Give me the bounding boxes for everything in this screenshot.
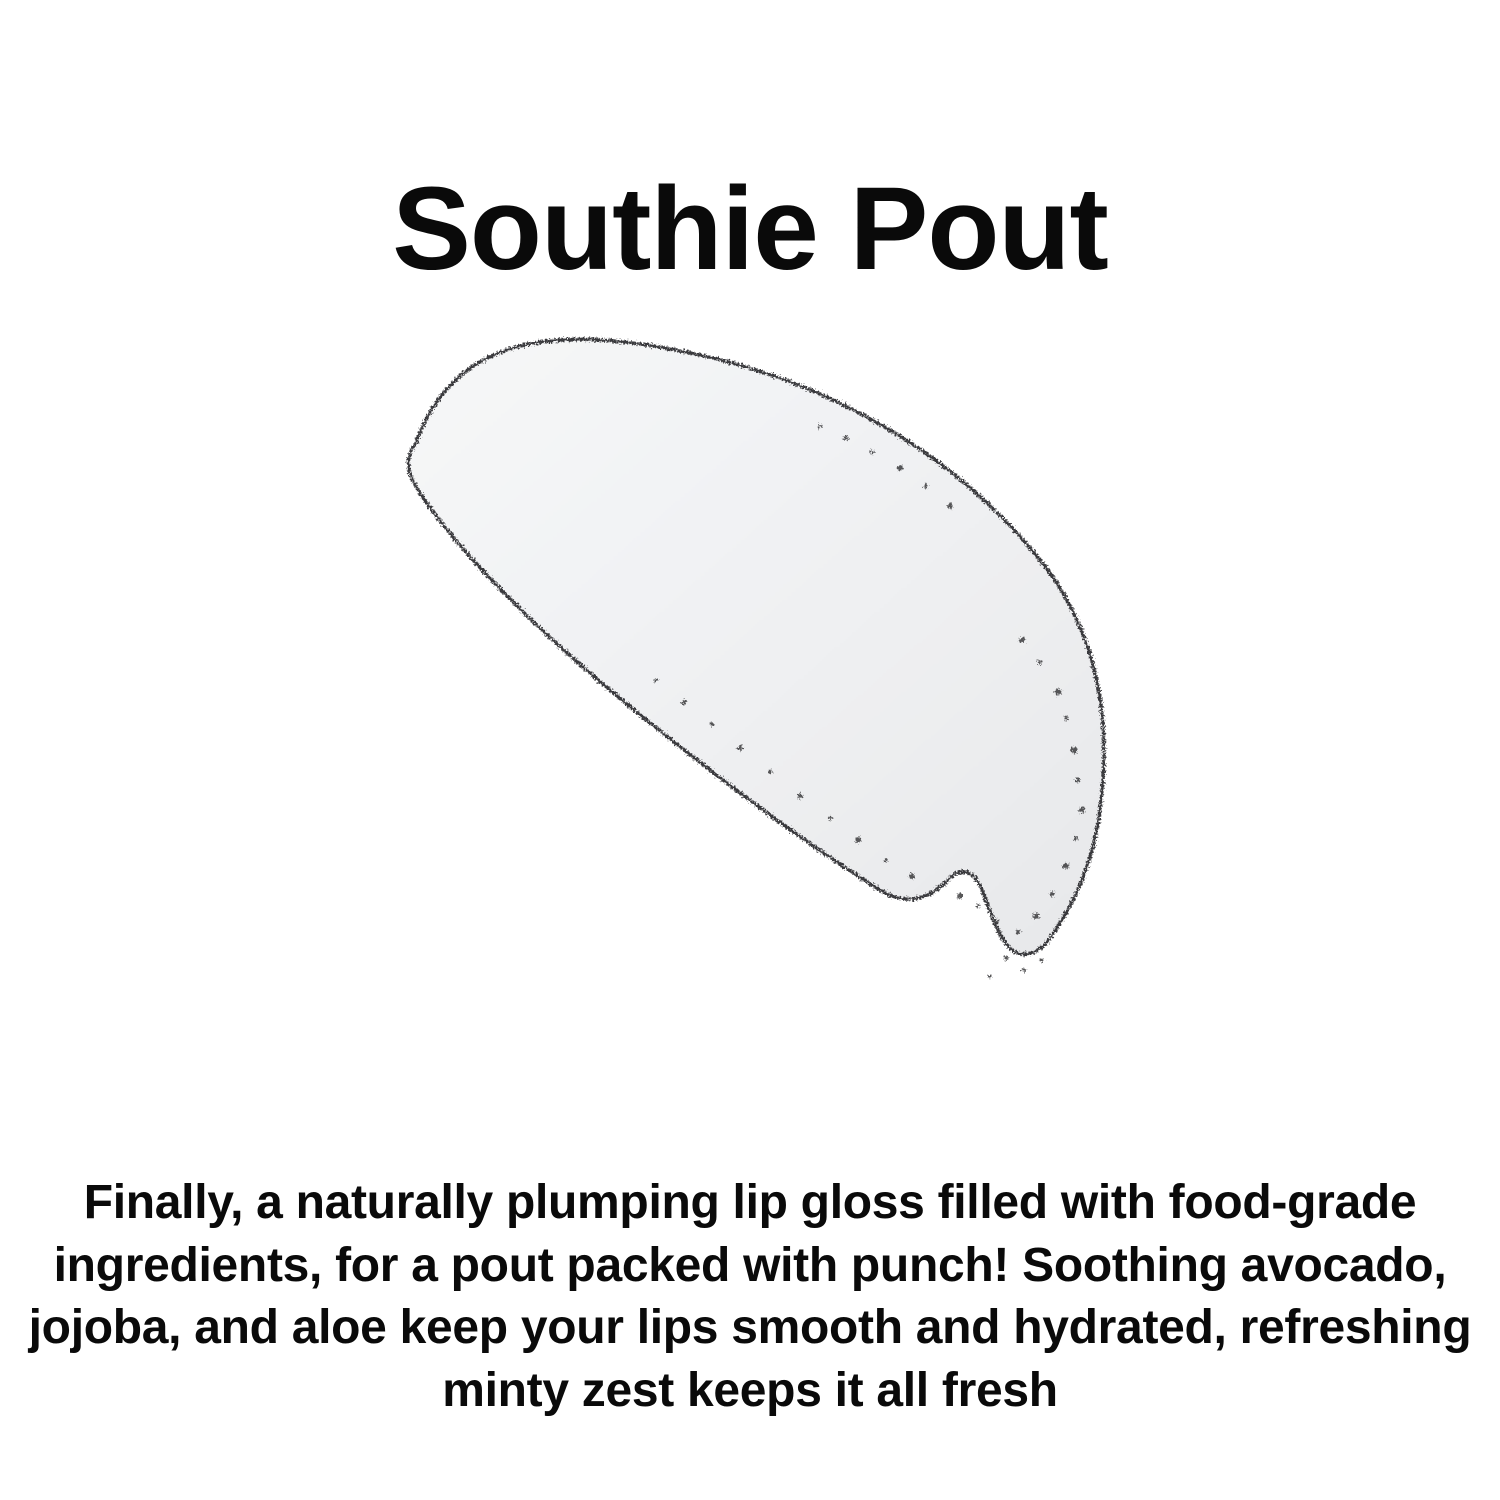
swatch-area [0, 310, 1500, 1070]
product-description: Finally, a naturally plumping lip gloss filled with food-grade ingredients, for a pout packed with punch! Soothing avocado, jojoba, and aloe keep your lips smooth and hydrated, refreshing minty zest keeps it all fresh [28, 1176, 1472, 1417]
page-title: Southie Pout [392, 163, 1108, 295]
gloss-swatch-smear-icon [0, 310, 1500, 1070]
